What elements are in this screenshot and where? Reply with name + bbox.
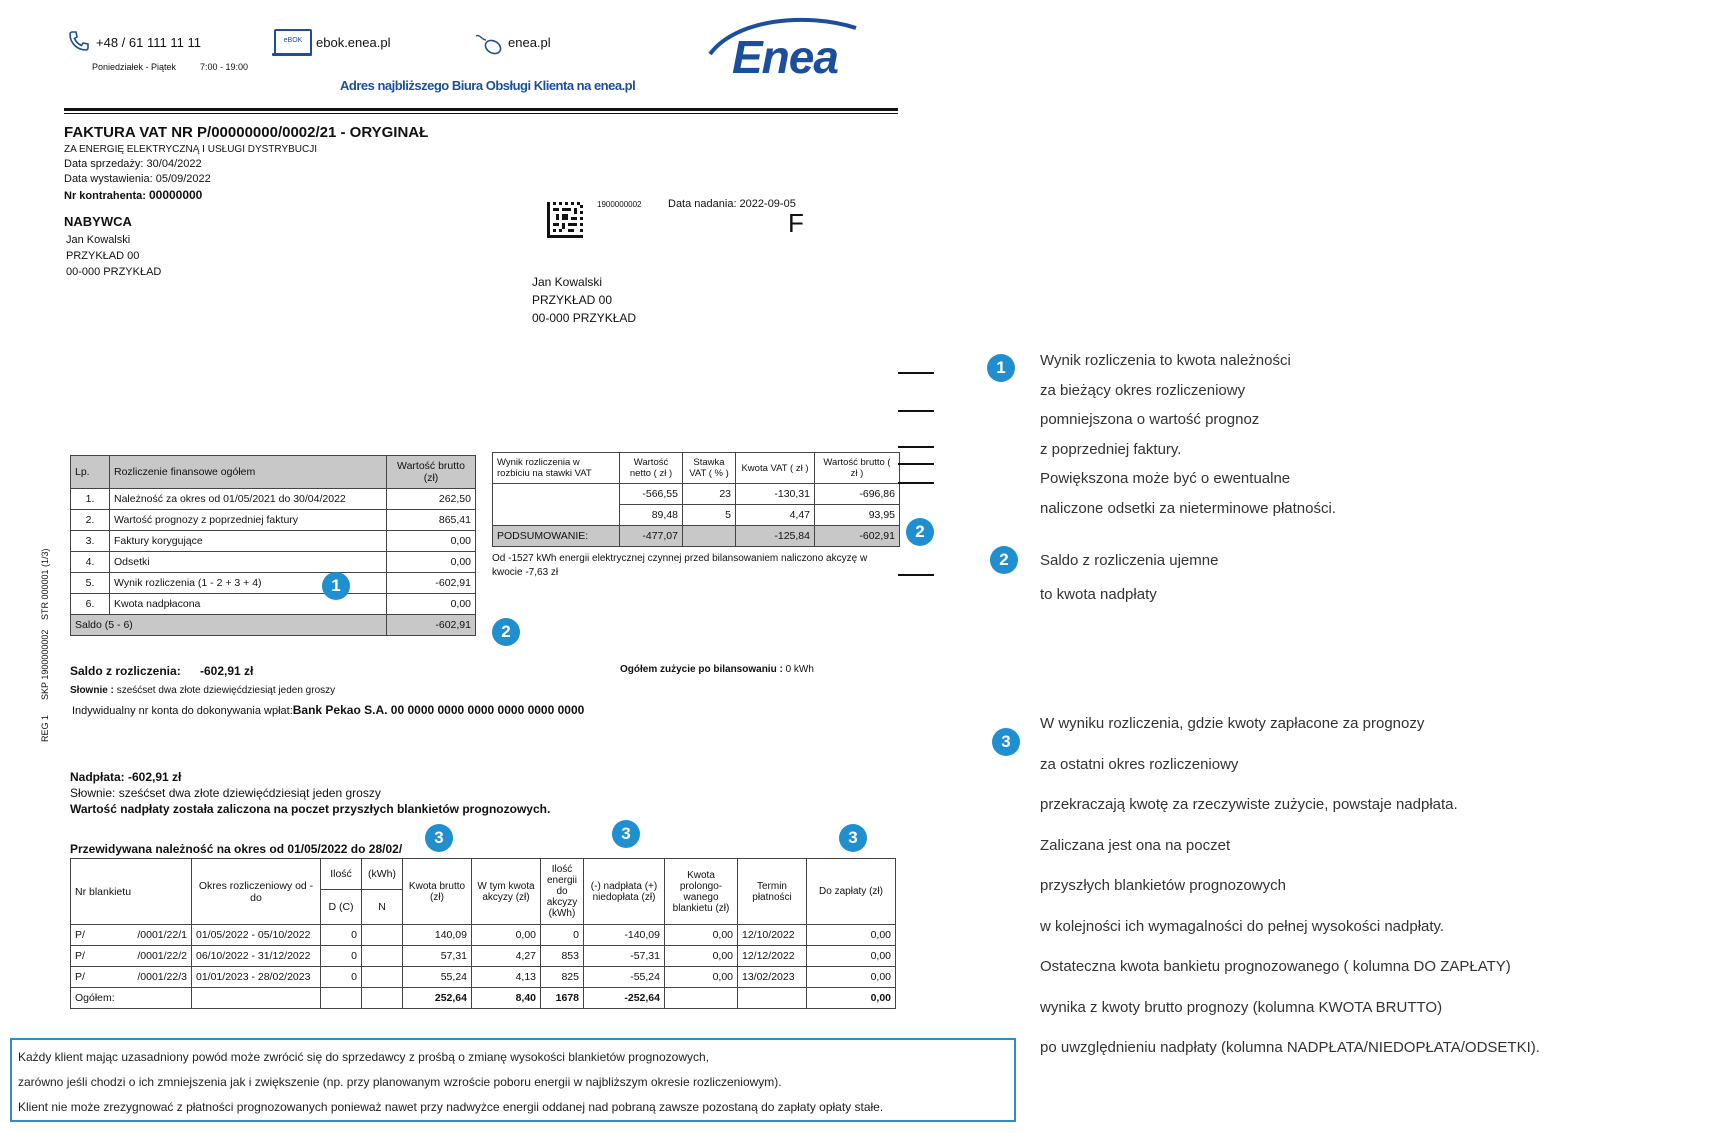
- table-row: P/ /0001/22/3 01/01/2023 - 28/02/2023 0 55,24 4,13 825 -55,24 0,00 13/02/2023 0,00: [71, 967, 896, 988]
- badge-3-overpay: 3: [612, 820, 640, 848]
- issue-date: Data wystawienia: 05/09/2022: [64, 173, 211, 185]
- recipient-name: Jan Kowalski: [532, 275, 603, 289]
- recipient-addr1: PRZYKŁAD 00: [532, 293, 613, 307]
- table-row: 1. Należność za okres od 01/05/2021 do 30/04/2022 262,50: [71, 489, 476, 510]
- info-box: [10, 1038, 1016, 1122]
- forecast-title: Przewidywana należność na okres od 01/05/2022 do 28/02/: [70, 842, 403, 856]
- overpayment-note: Wartość nadpłaty została zaliczona na poczet przyszłych blankietów prognozowych.: [70, 802, 551, 816]
- forecast-table: [70, 858, 896, 1009]
- overpayment-words: Słownie: sześćset dwa złote dziewięćdziesiąt jeden groszy: [70, 786, 381, 800]
- office-link[interactable]: Adres najbliższego Biura Obsługi Klienta na enea.pl: [340, 78, 636, 93]
- usage-total: Ogółem zużycie po bilansowaniu : 0 kWh: [620, 664, 814, 675]
- mouse-icon: [474, 32, 504, 56]
- buyer-heading: NABYWCA: [64, 214, 132, 229]
- dash-mark: [898, 372, 934, 374]
- note-badge-2: 2: [990, 546, 1018, 574]
- sale-date: Data sprzedaży: 30/04/2022: [64, 158, 202, 170]
- header-rule: [64, 108, 898, 111]
- dash-mark: [898, 574, 934, 576]
- table-row: 6. Kwota nadpłacona 0,00: [71, 594, 476, 615]
- saldo-value: -602,91 zł: [200, 664, 254, 678]
- note-1: Wynik rozliczenia to kwota należności za bieżący okres rozliczeniowy pomniejszona o wartość prognoz z poprzedniej faktury. Powiększona może być o ewentualne naliczone odsetki za nieterminowe płatności.: [1040, 352, 1336, 517]
- settlement-table: [70, 455, 476, 636]
- hours-value: 7:00 - 19:00: [200, 62, 249, 72]
- datamatrix-code: [547, 202, 583, 238]
- note-3: W wyniku rozliczenia, gdzie kwoty zapłacone za prognozy za ostatni okres rozliczeniowy przekraczają kwotę za rzeczywiste zużycie, powstaje nadpłata. Zaliczana jest ona na poczet przyszłych blankietów prognozowych w kolejności ich wymagalności do pełnej wysokości nadpłaty. Ostateczna kwota bankietu prognozowanego ( kolumna DO ZAPŁATY) wynika z kwoty brutto prognozy (kolumna KWOTA BRUTTO) po uwzględnieniu nadpłaty (kolumna NADPŁATA/NIEDOPŁATA/ODSETKI).: [1040, 715, 1540, 1056]
- table-row: 3. Faktury korygujące 0,00: [71, 531, 476, 552]
- info-line-2: zarówno jeśli chodzi o ich zmniejszenia jak i zwiększenie (np. przy planowanym wzroście poboru energii w najbliższym okresie rozliczeniowym).: [18, 1075, 782, 1089]
- excise-note: Od -1527 kWh energii elektrycznej czynnej przed bilansowaniem naliczono akcyzę w kwocie -7,63 zł: [492, 553, 868, 578]
- table-row: 5. Wynik rozliczenia (1 - 2 + 3 + 4) -602,91: [71, 573, 476, 594]
- buyer-name: Jan Kowalski: [66, 234, 131, 246]
- badge-3-gross: 3: [425, 824, 453, 852]
- table-row: P/ /0001/22/1 01/05/2022 - 05/10/2022 0 140,09 0,00 0 -140,09 0,00 12/10/2022 0,00: [71, 925, 896, 946]
- note-badge-3: 3: [992, 728, 1020, 756]
- table-row: Wynik rozliczenia w rozbiciu na stawki VAT Wartość netto ( zł ) Stawka VAT ( % ) Kwota VAT ( zł ) Wartość brutto ( zł ): [493, 453, 900, 484]
- dash-mark: [898, 482, 934, 484]
- badge-2-vat: 2: [906, 518, 934, 546]
- dash-mark: [898, 463, 934, 465]
- table-row: -566,55 23 -130,31 -696,86: [493, 484, 900, 505]
- header-rule-thin: [64, 113, 898, 114]
- table-row: D (C) N: [71, 890, 896, 925]
- note-badge-1: 1: [987, 354, 1015, 382]
- table-row: 2. Wartość prognozy z poprzedniej faktury 865,41: [71, 510, 476, 531]
- table-row: 89,48 5 4,47 93,95: [493, 505, 900, 526]
- badge-1-result: 1: [322, 572, 350, 600]
- invoice-title: FAKTURA VAT NR P/00000000/0002/21 - ORYGINAŁ: [64, 124, 429, 141]
- saldo-row: Saldo (5 - 6) -602,91: [71, 615, 476, 636]
- dash-mark: [898, 446, 934, 448]
- hours-label: Poniedziałek - Piątek: [92, 62, 177, 72]
- ebok-link[interactable]: ebok.enea.pl: [316, 35, 391, 50]
- posting-date: Data nadania: 2022-09-05: [668, 198, 796, 210]
- info-line-1: Każdy klient mając uzasadniony powód może zwrócić się do sprzedawcy z prośbą o zmianę wysokości blankietów prognozowych,: [18, 1050, 709, 1064]
- vat-summary-row: PODSUMOWANIE: -477,07 -125,84 -602,91: [493, 526, 900, 547]
- barcode-number: 1900000002: [597, 200, 642, 209]
- phone-icon: [68, 30, 90, 52]
- side-code-2: SKP 1900000002: [40, 629, 50, 700]
- buyer-addr1: PRZYKŁAD 00: [66, 250, 140, 262]
- vat-table: [492, 452, 900, 547]
- account-number: Indywidualny nr konta do dokonywania wpłat:Bank Pekao S.A. 00 0000 0000 0000 0000 0000 0000: [72, 703, 585, 717]
- info-line-3: Klient nie może zrezygnować z płatności prognozowanych ponieważ nawet przy nadwyżce energii oddanej nad pobraną zawsze pozostaną do zapłaty opłaty stałe.: [18, 1100, 884, 1114]
- table-row: Nr blankietu Okres rozliczeniowy od - do Ilość (kWh) Kwota brutto (zł) W tym kwota akcyzy (zł) Ilość energii do akcyzy (kWh) (-) nadpłata (+) niedopłata (zł) Kwota prolongo-wanego blankietu (zł) Termin płatności Do zapłaty (zł): [71, 859, 896, 890]
- invoice-subtitle: ZA ENERGIĘ ELEKTRYCZNĄ I USŁUGI DYSTRYBUCJI: [64, 144, 318, 155]
- contractor-number: Nr kontrahenta: 00000000: [64, 188, 203, 202]
- badge-2-saldo: 2: [492, 618, 520, 646]
- saldo-label: Saldo z rozliczenia:: [70, 664, 181, 678]
- side-code-3: REG 1: [40, 714, 50, 742]
- phone-number[interactable]: +48 / 61 111 11 11: [96, 35, 201, 50]
- enea-logo: Enea: [706, 14, 886, 84]
- recipient-addr2: 00-000 PRZYKŁAD: [532, 311, 637, 325]
- table-row: Lp. Rozliczenie finansowe ogółem Wartość brutto (zł): [71, 456, 476, 489]
- buyer-addr2: 00-000 PRZYKŁAD: [66, 266, 162, 278]
- note-2: Saldo z rozliczenia ujemne to kwota nadpłaty: [1040, 552, 1219, 603]
- table-row: P/ /0001/22/2 06/10/2022 - 31/12/2022 0 57,31 4,27 853 -57,31 0,00 12/12/2022 0,00: [71, 946, 896, 967]
- saldo-words: Słownie : sześćset dwa złote dziewięćdziesiąt jeden groszy: [70, 685, 336, 696]
- dash-mark: [898, 410, 934, 412]
- ebok-icon: eBOK: [272, 29, 312, 59]
- table-row: 4. Odsetki 0,00: [71, 552, 476, 573]
- overpayment-line: Nadpłata: -602,91 zł: [70, 770, 182, 784]
- forecast-total-row: Ogółem: 252,64 8,40 1678 -252,64 0,00: [71, 988, 896, 1009]
- side-code-1: STR 000001 (1/3): [40, 548, 50, 620]
- badge-3-topay: 3: [839, 824, 867, 852]
- site-link[interactable]: enea.pl: [508, 35, 551, 50]
- category-letter: F: [788, 208, 804, 238]
